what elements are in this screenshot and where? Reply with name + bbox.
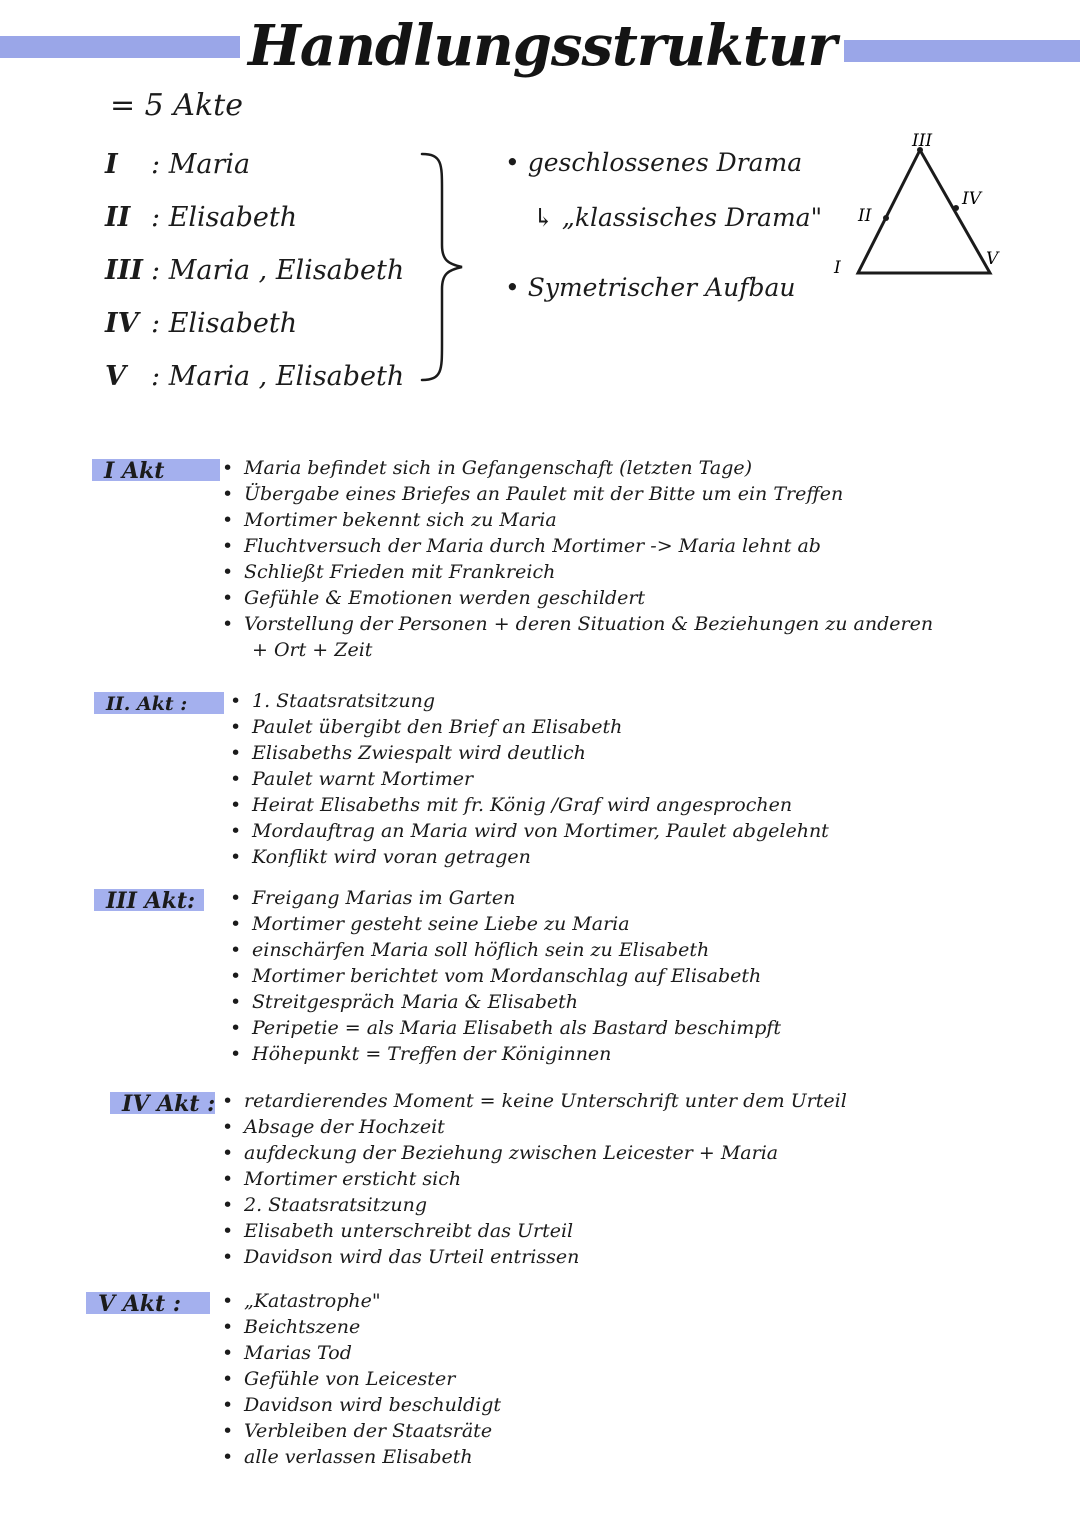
act-5-list (222, 1288, 501, 1470)
overview-item: I : Maria (105, 149, 251, 180)
curly-brace-icon (418, 150, 468, 385)
act-1-label: I Akt (92, 459, 220, 481)
overview-item: III : Maria , Elisabeth (105, 255, 405, 286)
act-4-list (222, 1088, 847, 1270)
list-item: • Mortimer berichtet vom Mordanschlag auf Elisabeth (230, 963, 781, 989)
list-item: • Streitgespräch Maria & Elisabeth (230, 989, 781, 1015)
overview-item: II : Elisabeth (105, 202, 298, 233)
list-item: • Mortimer bekennt sich zu Maria (222, 507, 933, 533)
list-item: • Heirat Elisabeths mit fr. König /Graf wird angesprochen (230, 792, 829, 818)
list-item: • 1. Staatsratsitzung (230, 688, 829, 714)
freytag-pyramid-icon (858, 150, 990, 273)
acts-count: = 5 Akte (110, 88, 243, 123)
trait-symmetric: • Symetrischer Aufbau (505, 273, 796, 302)
list-item: • Übergabe eines Briefes an Paulet mit der Bitte um ein Treffen (222, 481, 933, 507)
act-3-list (230, 885, 781, 1067)
overview-item: IV : Elisabeth (105, 308, 298, 339)
list-item: • Maria befindet sich in Gefangenschaft (letzten Tage) (222, 455, 933, 481)
act-3-label: III Akt: (94, 889, 204, 911)
list-item: • Mortimer gesteht seine Liebe zu Maria (230, 911, 781, 937)
acts-overview-list (105, 145, 404, 410)
list-item: • retardierendes Moment = keine Unterschrift unter dem Urteil (222, 1088, 847, 1114)
list-item: • Elisabeth unterschreibt das Urteil (222, 1218, 847, 1244)
title-underline-left (0, 36, 250, 58)
list-item: • Konflikt wird voran getragen (230, 844, 829, 870)
pyramid-point-right-mid (953, 205, 959, 211)
list-item: • „Katastrophe" (222, 1288, 501, 1314)
act-2-list (230, 688, 829, 870)
list-item: • Marias Tod (222, 1340, 501, 1366)
list-item: + Ort + Zeit (252, 639, 373, 661)
pyramid-label-right-mid: IV (962, 189, 981, 209)
list-item: • Gefühle von Leicester (222, 1366, 501, 1392)
list-item: • Paulet warnt Mortimer (230, 766, 829, 792)
list-item: • Verbleiben der Staatsräte (222, 1418, 501, 1444)
trait-closed-drama: • geschlossenes Drama (505, 148, 803, 177)
list-item: • Davidson wird das Urteil entrissen (222, 1244, 847, 1270)
list-item: • Davidson wird beschuldigt (222, 1392, 501, 1418)
act-5-label: V Akt : (86, 1292, 210, 1314)
list-item: • Paulet übergibt den Brief an Elisabeth (230, 714, 829, 740)
pyramid-diagram (820, 128, 1010, 278)
list-item: • Mortimer ersticht sich (222, 1166, 847, 1192)
list-item: • Elisabeths Zwiespalt wird deutlich (230, 740, 829, 766)
pyramid-label-left: I (834, 258, 841, 278)
list-item: • aufdeckung der Beziehung zwischen Leicester + Maria (222, 1140, 847, 1166)
drama-traits (505, 148, 822, 302)
pyramid-label-top: III (912, 131, 933, 151)
list-item: • Peripetie = als Maria Elisabeth als Bastard beschimpft (230, 1015, 781, 1041)
list-item: • Höhepunkt = Treffen der Königinnen (230, 1041, 781, 1067)
list-item: • Schließt Frieden mit Frankreich (222, 559, 933, 585)
page-title: Handlungsstruktur (240, 6, 844, 86)
pyramid-point-left-mid (883, 215, 889, 221)
list-item: • Beichtszene (222, 1314, 501, 1340)
trait-classical-drama: ↳ „klassisches Drama" (533, 203, 823, 232)
overview-item: V : Maria , Elisabeth (105, 361, 405, 392)
list-item: • 2. Staatsratsitzung (222, 1192, 847, 1218)
pyramid-label-right: V (986, 249, 999, 269)
list-item: • Absage der Hochzeit (222, 1114, 847, 1140)
list-item: • Mordauftrag an Maria wird von Mortimer, Paulet abgelehnt (230, 818, 829, 844)
list-item: • Vorstellung der Personen + deren Situation & Beziehungen zu anderen (222, 611, 933, 637)
list-item: • alle verlassen Elisabeth (222, 1444, 501, 1470)
act-1-list (222, 455, 933, 663)
act-2-label: II. Akt : (94, 692, 224, 714)
act-4-label: IV Akt : (110, 1092, 215, 1114)
list-item: • Freigang Marias im Garten (230, 885, 781, 911)
list-item: • einschärfen Maria soll höflich sein zu Elisabeth (230, 937, 781, 963)
list-item: • Gefühle & Emotionen werden geschildert (222, 585, 933, 611)
list-item: • Fluchtversuch der Maria durch Mortimer -> Maria lehnt ab (222, 533, 933, 559)
pyramid-label-left-mid: II (858, 206, 872, 226)
